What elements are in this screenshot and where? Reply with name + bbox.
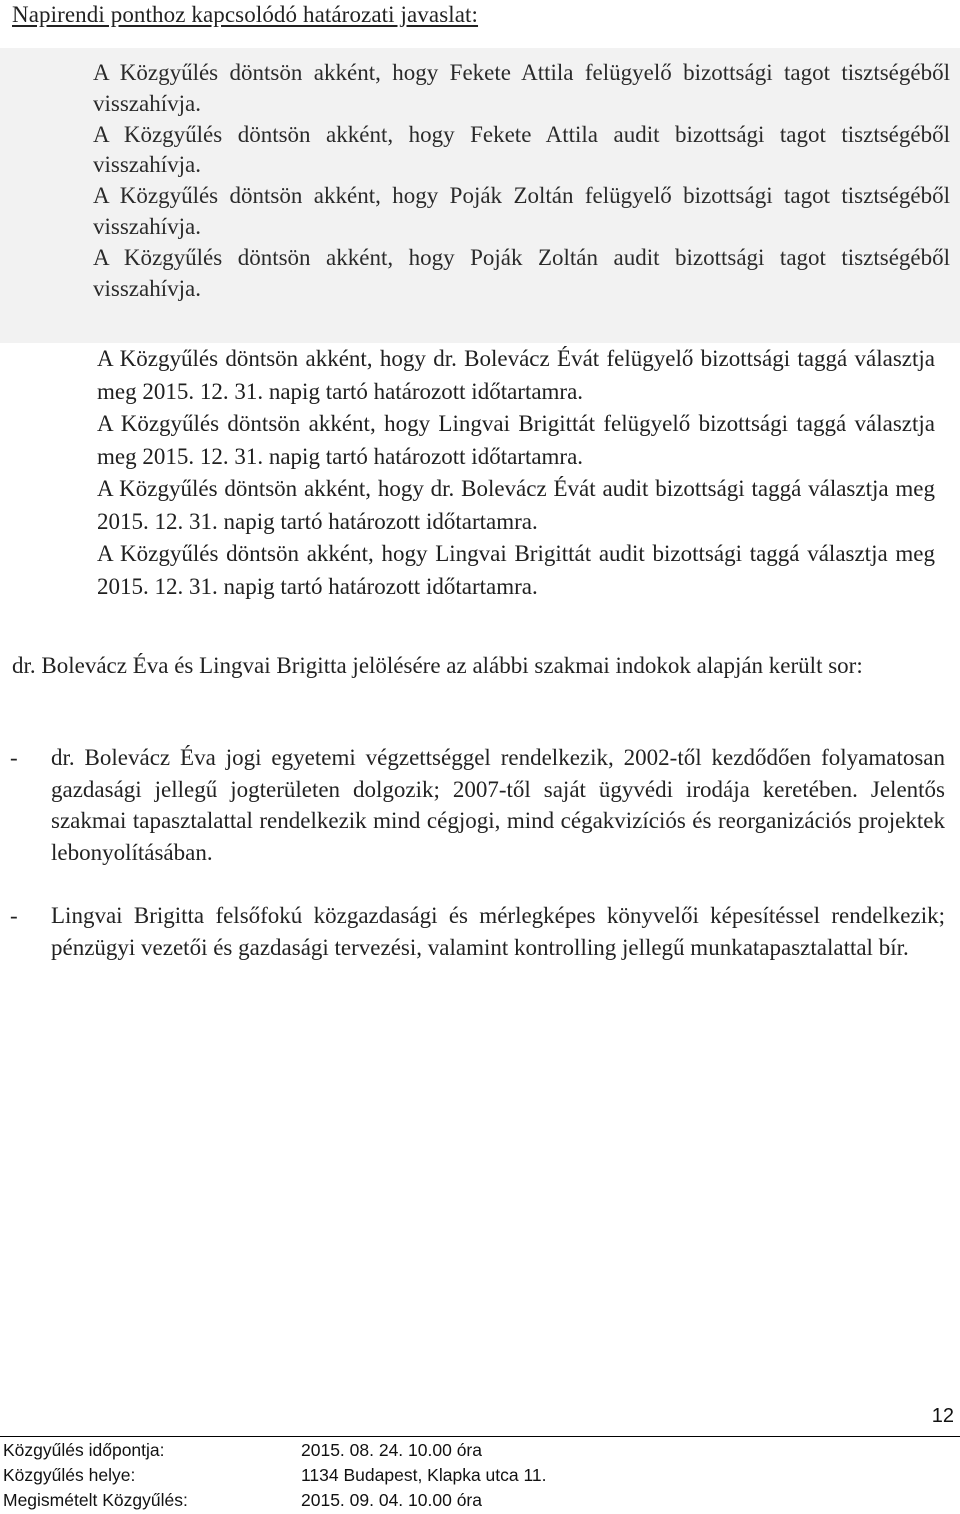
footer-label: Közgyűlés helye: — [3, 1465, 136, 1485]
footer — [3, 1439, 943, 1514]
footer-row-repeated-meeting — [3, 1489, 943, 1514]
footer-value: 2015. 09. 04. 10.00 óra — [301, 1490, 482, 1510]
footer-label: Közgyűlés időpontja: — [3, 1440, 165, 1460]
resolution-elect-3: A Közgyűlés döntsön akként, hogy dr. Bolevácz Évát audit bizottsági taggá választja meg 2015. 12. 31. napig tartó határozott időtartamra. — [97, 476, 935, 534]
resolution-recall-2: A Közgyűlés döntsön akként, hogy Fekete Attila audit bizottsági tagot tisztségéből visszahívja. — [93, 121, 950, 178]
candidate-qualifications-list — [10, 742, 945, 963]
election-resolutions — [97, 343, 935, 603]
resolution-recall-3: A Közgyűlés döntsön akként, hogy Poják Zoltán felügyelő bizottsági tagot tisztségéből visszahívja. — [93, 183, 950, 239]
resolution-elect-2: A Közgyűlés döntsön akként, hogy Lingvai Brigittát felügyelő bizottsági taggá választja meg 2015. 12. 31. napig tartó határozott időtartamra. — [97, 411, 935, 469]
footer-label: Megismételt Közgyűlés: — [3, 1490, 188, 1510]
footer-value: 2015. 08. 24. 10.00 óra — [301, 1440, 482, 1460]
justification-intro: dr. Bolevácz Éva és Lingvai Brigitta jelölésére az alábbi szakmai indokok alapján került sor: — [12, 653, 863, 678]
bullet-dash: - — [10, 903, 18, 928]
footer-row-meeting-place — [3, 1464, 943, 1489]
resolution-elect-4: A Közgyűlés döntsön akként, hogy Lingvai Brigittát audit bizottsági taggá választja meg 2015. 12. 31. napig tartó határozott időtartamra. — [97, 541, 935, 599]
footer-divider — [0, 1436, 960, 1437]
bullet-dash: - — [10, 745, 18, 770]
page-number: 12 — [931, 1405, 954, 1427]
page-heading: Napirendi ponthoz kapcsolódó határozati javaslat: — [12, 2, 479, 27]
qualification-item-lingvai — [10, 900, 945, 963]
resolution-recall-4: A Közgyűlés döntsön akként, hogy Poják Zoltán audit bizottsági tagot tisztségéből visszahívja. — [93, 244, 950, 301]
footer-row-meeting-time — [3, 1439, 943, 1464]
resolution-elect-1: A Közgyűlés döntsön akként, hogy dr. Bolevácz Évát felügyelő bizottsági taggá választja meg 2015. 12. 31. napig tartó határozott időtartamra. — [97, 346, 935, 404]
qualification-text: dr. Bolevácz Éva jogi egyetemi végzettséggel rendelkezik, 2002-től kezdődően folyamatosan gazdasági jellegű jogterületen dolgozik; 2007-től saját ügyvédi irodája keretében. Jelentős szakmai tapasztalattal rendelkezik mind cégjogi, mind cégakvizíciós és reorganizációs projektek lebonyolításában. — [51, 745, 945, 865]
resolution-recall-1: A Közgyűlés döntsön akként, hogy Fekete Attila felügyelő bizottsági tagot tisztségéből visszahívja. — [93, 60, 950, 116]
recall-resolutions — [93, 58, 950, 304]
qualification-text: Lingvai Brigitta felsőfokú közgazdasági és mérlegképes könyvelői képesítéssel rendelkezik; pénzügyi vezetői és gazdasági tervezési, valamint kontrolling jellegű munkatapasztalattal bír. — [51, 903, 945, 960]
qualification-item-bolevacz — [10, 742, 945, 868]
footer-value: 1134 Budapest, Klapka utca 11. — [301, 1465, 547, 1485]
